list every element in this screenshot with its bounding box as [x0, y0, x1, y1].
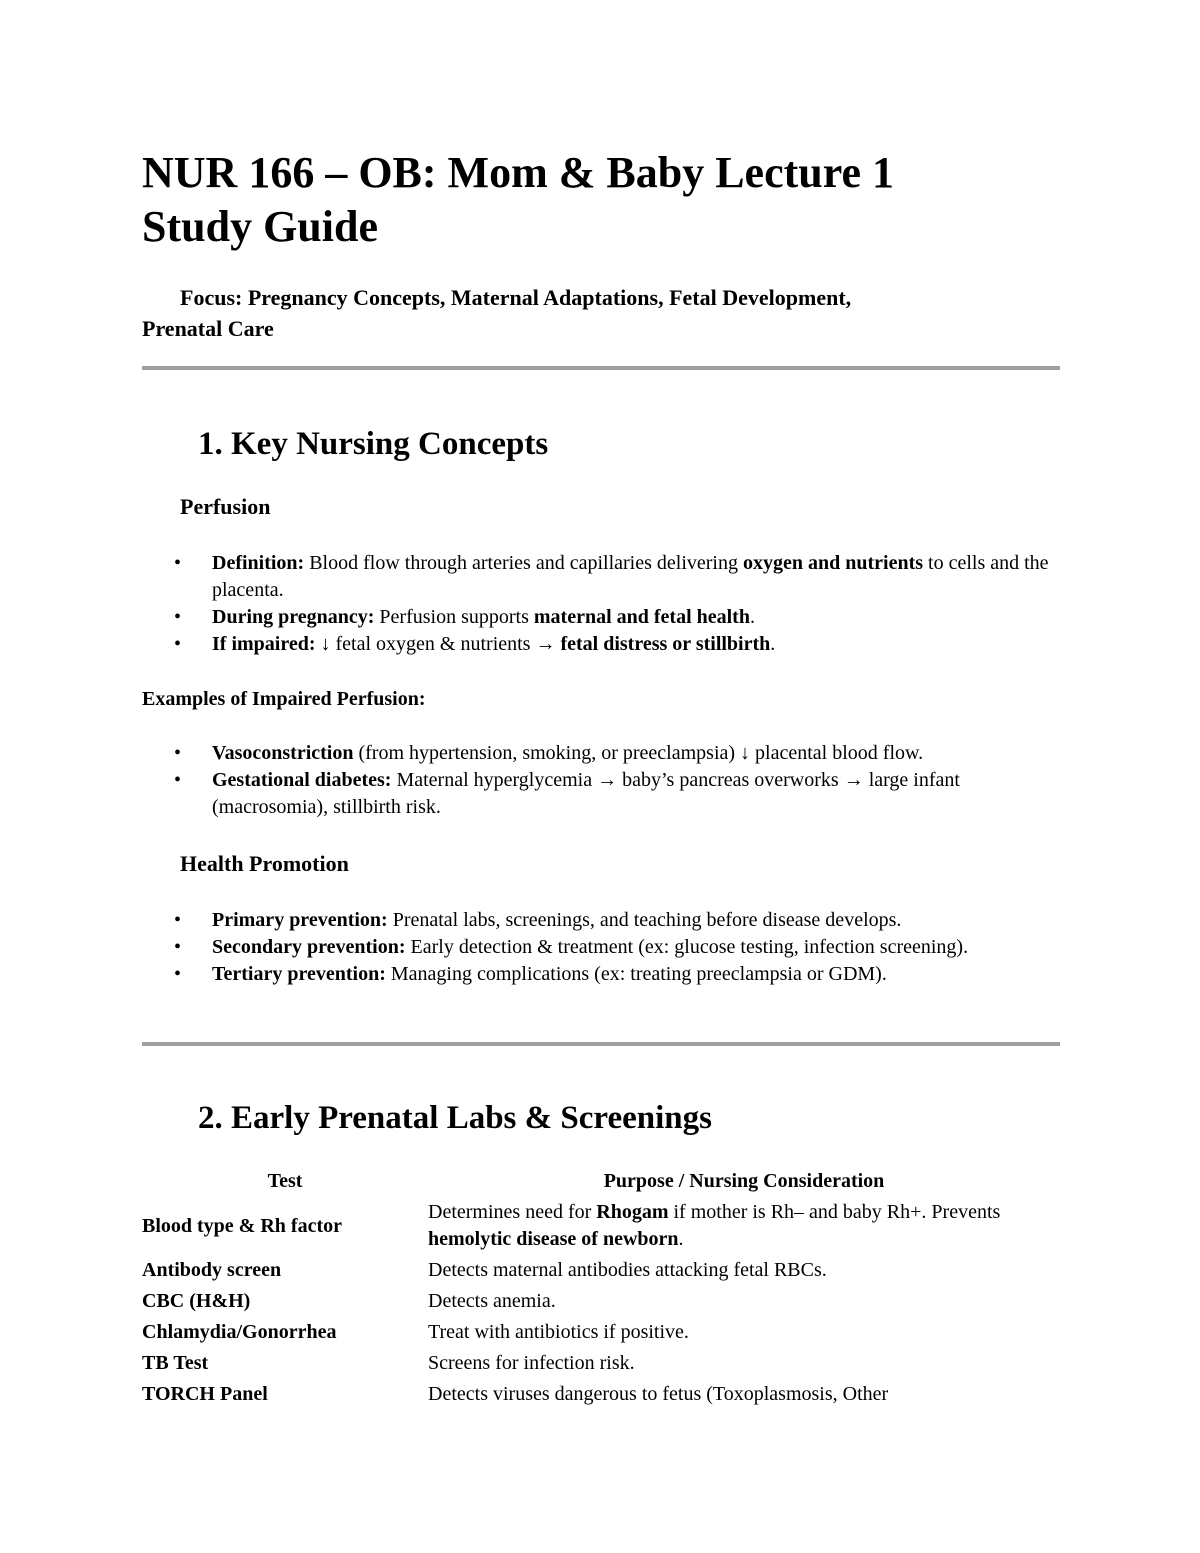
test-purpose: Screens for infection risk. [428, 1352, 635, 1374]
perfusion-heading: Perfusion [180, 494, 271, 519]
document-title [142, 146, 894, 254]
column-header-test: Test [267, 1170, 303, 1192]
table-row [142, 1317, 1060, 1348]
list-item: • Secondary prevention: Early detection & treatment (ex: glucose testing, infection screening). [142, 934, 1060, 961]
test-purpose: Treat with antibiotics if positive. [428, 1321, 689, 1343]
table-row [142, 1379, 1060, 1410]
divider-1 [142, 366, 1060, 370]
table-header-row [142, 1168, 1060, 1197]
test-purpose: Determines need for Rhogam if mother is Rh– and baby Rh+. Prevents hemolytic disease of newborn. [428, 1201, 1001, 1250]
list-item: • During pregnancy: Perfusion supports maternal and fetal health. [142, 604, 1060, 631]
test-name: Blood type & Rh factor [142, 1214, 342, 1237]
title-line-2: Study Guide [142, 202, 378, 251]
labs-table [142, 1168, 1060, 1410]
section-1-heading: 1. Key Nursing Concepts [198, 426, 549, 462]
list-item: • Vasoconstriction (from hypertension, smoking, or preeclampsia) ↓ placental blood flow. [142, 740, 1060, 767]
list-item: • Definition: Blood flow through arteries and capillaries delivering oxygen and nutrients to cells and the placenta. [142, 550, 1060, 604]
test-name: TORCH Panel [142, 1383, 268, 1405]
focus-statement [142, 282, 1060, 344]
test-name: Chlamydia/Gonorrhea [142, 1321, 337, 1343]
test-purpose: Detects anemia. [428, 1290, 556, 1312]
perfusion-list [142, 550, 1060, 658]
test-name: CBC (H&H) [142, 1290, 251, 1312]
list-item: • Primary prevention: Prenatal labs, screenings, and teaching before disease develops. [142, 907, 1060, 934]
table-row [142, 1197, 1060, 1255]
section-2-heading: 2. Early Prenatal Labs & Screenings [198, 1100, 712, 1136]
focus-line-1: Focus: Pregnancy Concepts, Maternal Adaptations, Fetal Development, [180, 285, 852, 310]
examples-list [142, 740, 1060, 821]
list-item: • Tertiary prevention: Managing complications (ex: treating preeclampsia or GDM). [142, 961, 1060, 988]
list-item: • Gestational diabetes: Maternal hyperglycemia → baby’s pancreas overworks → large infant (macrosomia), stillbirth risk. [142, 767, 1060, 821]
health-promotion-list [142, 907, 1060, 988]
title-line-1: NUR 166 – OB: Mom & Baby Lecture 1 [142, 148, 894, 197]
table-row [142, 1286, 1060, 1317]
test-name: Antibody screen [142, 1259, 282, 1281]
divider-2 [142, 1042, 1060, 1046]
focus-line-2: Prenatal Care [142, 316, 274, 341]
test-purpose: Detects viruses dangerous to fetus (Toxoplasmosis, Other [428, 1383, 889, 1405]
list-item: • If impaired: ↓ fetal oxygen & nutrients → fetal distress or stillbirth. [142, 631, 1060, 658]
health-promotion-heading: Health Promotion [180, 851, 349, 876]
examples-heading: Examples of Impaired Perfusion: [142, 688, 426, 710]
table-row [142, 1255, 1060, 1286]
test-purpose: Detects maternal antibodies attacking fetal RBCs. [428, 1259, 827, 1281]
test-name: TB Test [142, 1352, 209, 1374]
column-header-purpose: Purpose / Nursing Consideration [603, 1170, 885, 1192]
table-row [142, 1348, 1060, 1379]
